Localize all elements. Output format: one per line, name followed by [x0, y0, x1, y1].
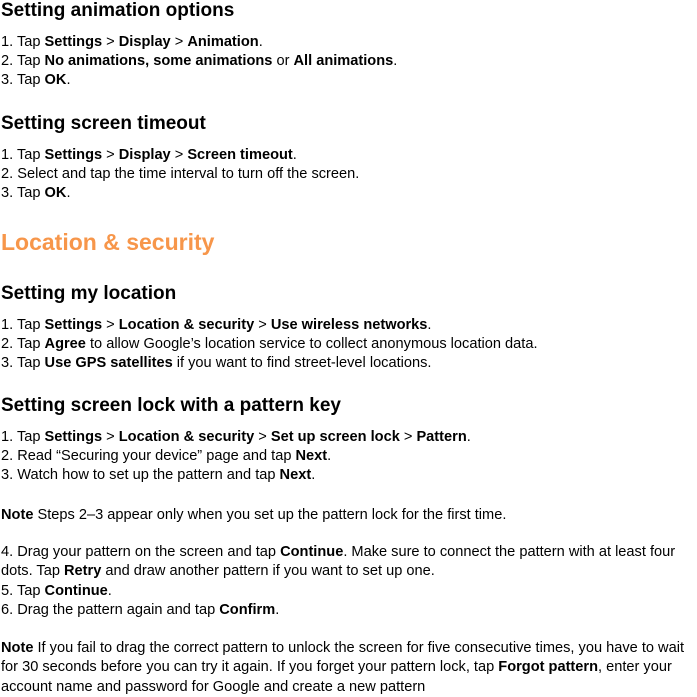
screenlock-step-1: 1. Tap Settings > Location & security > Set up screen lock > Pattern. [1, 429, 471, 445]
note-first-time: Note Steps 2–3 appear only when you set up the pattern lock for the first time. [1, 507, 507, 523]
timeout-step-1: 1. Tap Settings > Display > Screen timeout. [1, 147, 297, 163]
screenlock-step-3: 3. Watch how to set up the pattern and tap Next. [1, 467, 316, 483]
screenlock-step-4: 4. Drag your pattern on the screen and tap Continue. Make sure to connect the pattern with at least four dots. Tap Retry and draw another pattern if you want to set up one. [1, 544, 676, 580]
chapter-title: Location & security [1, 229, 215, 255]
timeout-step-3: 3. Tap OK. [1, 185, 71, 201]
screenlock-step-2: 2. Read “Securing your device” page and tap Next. [1, 448, 332, 464]
location-step-2: 2. Tap Agree to allow Google’s location service to collect anonymous location data. [1, 336, 538, 352]
screenlock-step-5: 5. Tap Continue. [1, 583, 112, 599]
heading-my-location: Setting my location [1, 283, 177, 304]
location-step-3: 3. Tap Use GPS satellites if you want to find street-level locations. [1, 355, 432, 371]
heading-screen-timeout: Setting screen timeout [1, 113, 206, 134]
screenlock-step-6: 6. Drag the pattern again and tap Confirm. [1, 602, 280, 618]
timeout-step-2: 2. Select and tap the time interval to turn off the screen. [1, 166, 360, 182]
note-forgot-pattern: Note If you fail to drag the correct pattern to unlock the screen for five consecutive times, you have to wait for 30 seconds before you can try it again. If you forget your pattern lock, tap Forgot pattern, enter your account name and password for Google and create a new pattern [1, 640, 684, 695]
location-step-1: 1. Tap Settings > Location & security > Use wireless networks. [1, 317, 432, 333]
animation-step-2: 2. Tap No animations, some animations or All animations. [1, 53, 398, 69]
heading-screen-lock-pattern: Setting screen lock with a pattern key [1, 395, 341, 416]
animation-step-1: 1. Tap Settings > Display > Animation. [1, 34, 263, 50]
heading-animation-options: Setting animation options [1, 0, 235, 21]
animation-step-3: 3. Tap OK. [1, 72, 71, 88]
